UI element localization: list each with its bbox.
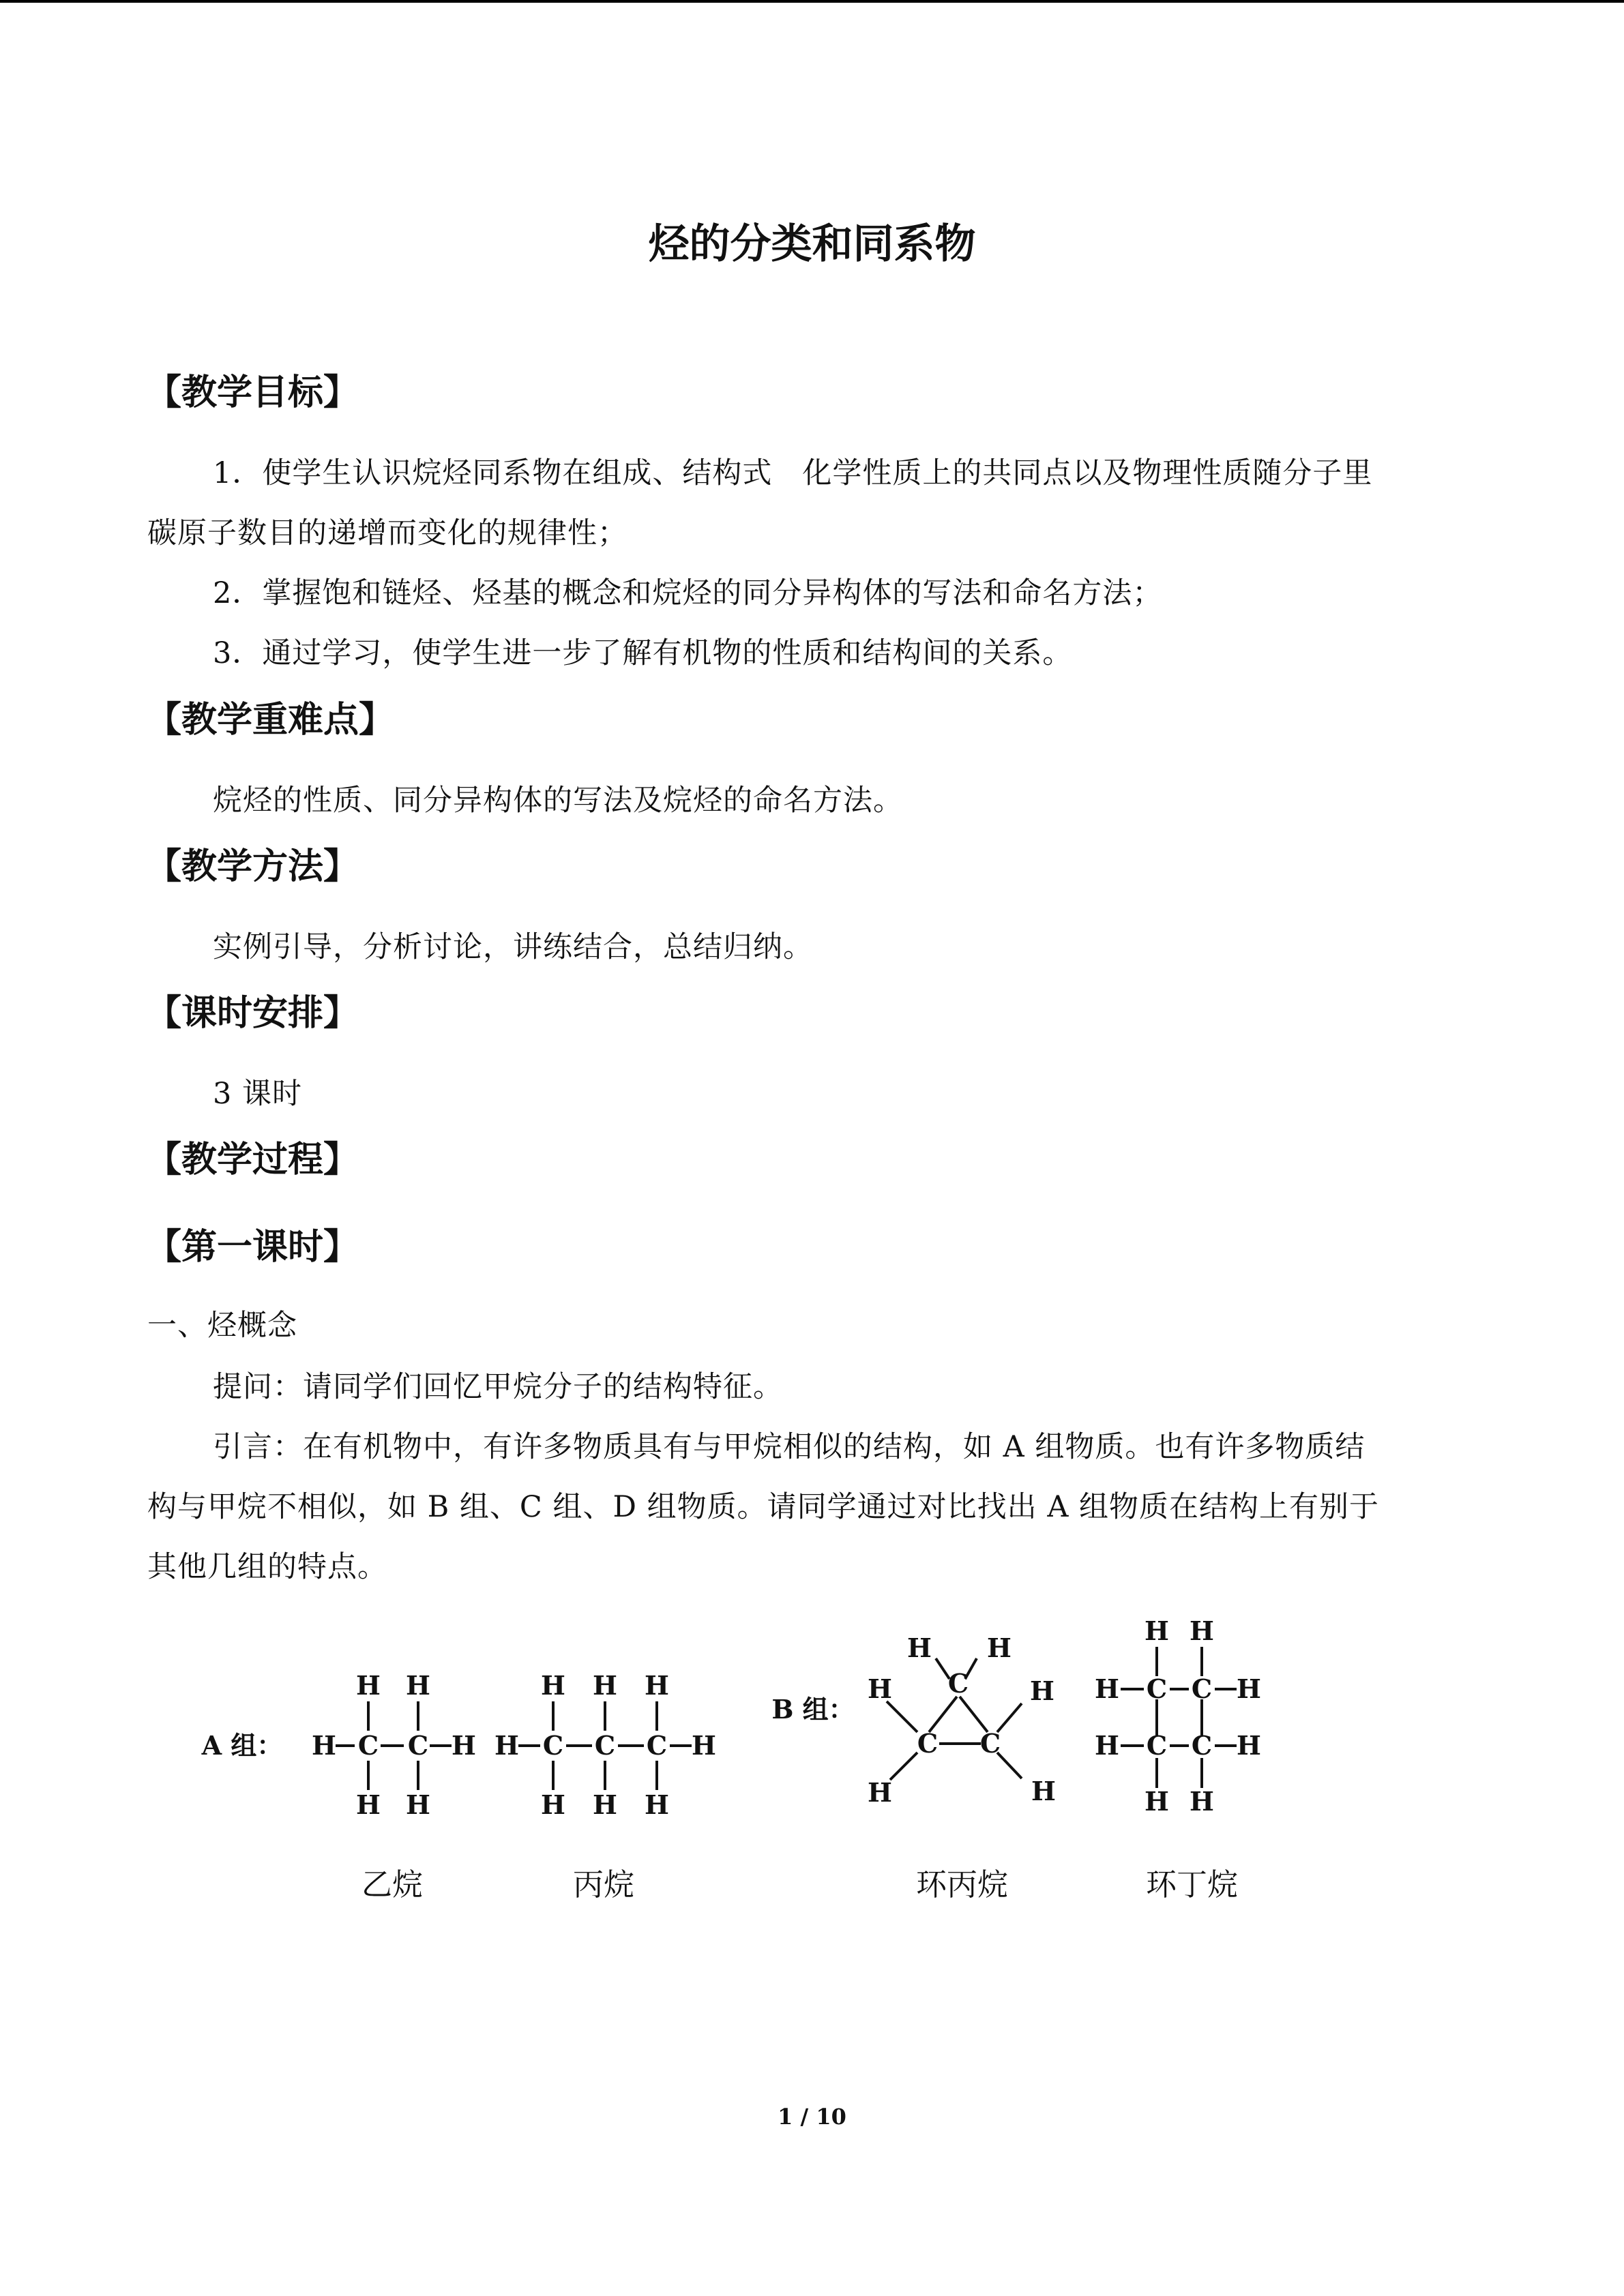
atom-h: H	[868, 1777, 892, 1808]
atom-c: C	[1146, 1730, 1168, 1761]
atom-h: H	[1030, 1675, 1054, 1706]
atom-h: H	[406, 1670, 430, 1701]
group-a-structures	[201, 1657, 737, 1828]
atom-h: H	[1095, 1730, 1119, 1761]
section-first-lesson: 【第一课时】	[146, 1226, 359, 1268]
atom-h: H	[907, 1632, 932, 1663]
atom-h: H	[406, 1789, 430, 1820]
section-key-points: 【教学重难点】	[146, 699, 395, 741]
lesson-heading: 一、烃概念	[147, 1309, 297, 1343]
atom-h: H	[1095, 1673, 1119, 1704]
atom-h: H	[356, 1789, 381, 1820]
schedule-text: 3 课时	[213, 1077, 303, 1111]
group-b-cyclobutane	[1081, 1609, 1279, 1824]
page-top-border	[0, 0, 1624, 3]
atom-h: H	[541, 1789, 565, 1820]
section-schedule: 【课时安排】	[146, 992, 359, 1034]
group-b-label: B 组：	[771, 1694, 855, 1725]
atom-h: H	[1145, 1615, 1169, 1646]
atom-h: H	[312, 1730, 336, 1761]
atom-h: H	[593, 1789, 617, 1820]
atom-h: H	[692, 1730, 716, 1761]
atom-h: H	[1190, 1786, 1214, 1817]
page-number: 1 / 10	[778, 2104, 846, 2130]
atom-c: C	[407, 1730, 429, 1761]
objective-1-line-2: 碳原子数目的递增而变化的规律性；	[147, 516, 628, 550]
lesson-intro-line-1: 引言：在有机物中，有许多物质具有与甲烷相似的结构，如 A 组物质。也有许多物质结	[213, 1430, 1365, 1464]
objective-3: 3．通过学习，使学生进一步了解有机物的性质和结构间的关系。	[213, 636, 1073, 670]
atom-h: H	[1031, 1776, 1056, 1806]
section-methods: 【教学方法】	[146, 846, 359, 887]
group-a-label: A 组：	[201, 1730, 283, 1761]
section-objectives: 【教学目标】	[146, 372, 359, 413]
lesson-intro-line-2: 构与甲烷不相似，如 B 组、C 组、D 组物质。请同学通过对比找出 A 组物质在结构上有别于	[147, 1490, 1380, 1524]
atom-c: C	[917, 1728, 939, 1759]
caption-cyclopropane: 环丙烷	[916, 1866, 1009, 1903]
atom-c: C	[1146, 1673, 1168, 1704]
atom-c: C	[357, 1730, 379, 1761]
atom-c: C	[1191, 1673, 1213, 1704]
atom-c: C	[1191, 1730, 1213, 1761]
atom-h: H	[1237, 1730, 1261, 1761]
atom-h: H	[645, 1789, 669, 1820]
atom-h: H	[1190, 1615, 1214, 1646]
page-title: 烃的分类和同系物	[648, 220, 976, 268]
atom-c: C	[646, 1730, 668, 1761]
objective-2: 2．掌握饱和链烃、烃基的概念和烷烃的同分异构体的写法和命名方法；	[213, 576, 1163, 610]
atom-h: H	[1237, 1673, 1261, 1704]
lesson-intro-line-3: 其他几组的特点。	[147, 1550, 387, 1584]
atom-h: H	[356, 1670, 381, 1701]
atom-h: H	[1145, 1786, 1169, 1817]
atom-h: H	[494, 1730, 519, 1761]
key-points-text: 烷烃的性质、同分异构体的写法及烷烃的命名方法。	[213, 784, 903, 818]
atom-c: C	[594, 1730, 616, 1761]
atom-h: H	[987, 1632, 1012, 1663]
atom-h: H	[645, 1670, 669, 1701]
caption-cyclobutane: 环丁烷	[1146, 1866, 1239, 1903]
atom-c: C	[542, 1730, 564, 1761]
lesson-question: 提问：请同学们回忆甲烷分子的结构特征。	[213, 1370, 783, 1404]
group-b-cyclopropane	[771, 1623, 1071, 1821]
objective-1-line-1: 1．使学生认识烷烃同系物在组成、结构式 化学性质上的共同点以及物理性质随分子里	[213, 456, 1373, 490]
caption-propane: 丙烷	[573, 1866, 635, 1903]
section-process: 【教学过程】	[146, 1139, 359, 1180]
atom-h: H	[452, 1730, 476, 1761]
atom-h: H	[868, 1673, 892, 1704]
atom-c: C	[979, 1728, 1001, 1759]
caption-ethane: 乙烷	[361, 1866, 424, 1903]
atom-c: C	[947, 1668, 969, 1699]
methods-text: 实例引导，分析讨论，讲练结合，总结归纳。	[213, 930, 813, 964]
atom-h: H	[541, 1670, 565, 1701]
atom-h: H	[593, 1670, 617, 1701]
